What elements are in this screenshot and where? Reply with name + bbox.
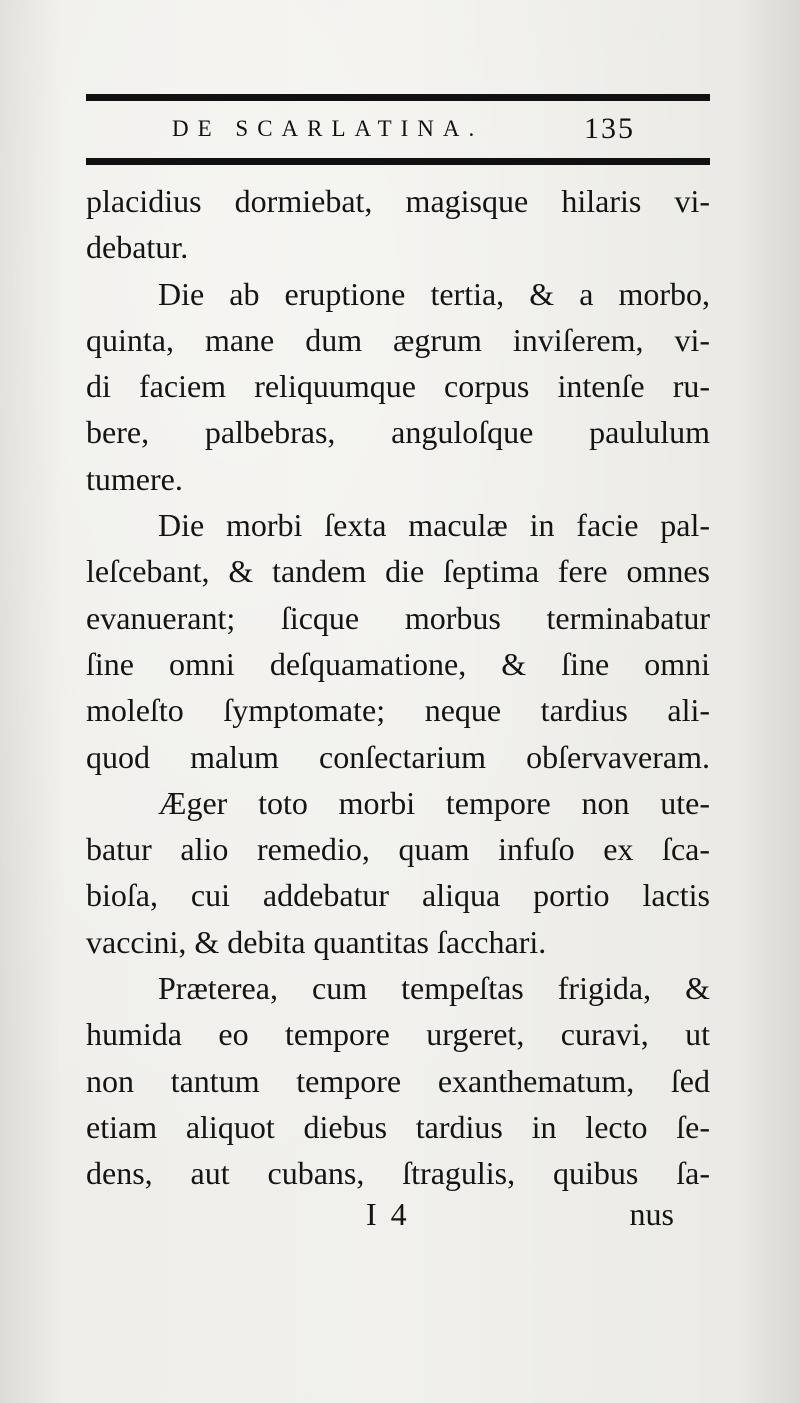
text-line: quod malum conſectarium obſervaveram. <box>86 738 710 775</box>
page-footer <box>86 1196 710 1246</box>
text-line: di faciem reliquumque corpus intenſe ru- <box>86 368 710 405</box>
header-bottom-rule <box>86 158 710 165</box>
text-line: quinta, mane dum ægrum inviſerem, vi- <box>86 321 710 358</box>
text-line: non tantum tempore exanthematum, ſed <box>86 1062 710 1099</box>
catchword: nus <box>629 1196 674 1232</box>
text-line: Æger toto morbi tempore non ute- <box>158 784 710 821</box>
text-line: Die ab eruptione tertia, & a morbo, <box>158 275 710 312</box>
text-line: humida eo tempore urgeret, curavi, ut <box>86 1016 710 1053</box>
text-line: debatur. <box>86 229 189 266</box>
page-number: 135 <box>584 112 635 145</box>
running-head-title: DE SCARLATINA. <box>172 116 484 141</box>
text-line: vaccini, & debita quantitas ſacchari. <box>86 923 547 960</box>
text-line: ſine omni deſquamatione, & ſine omni <box>86 645 710 682</box>
text-line: batur alio remedio, quam infuſo ex ſca- <box>86 831 710 868</box>
text-line: leſcebant, & tandem die ſeptima fere omnes <box>86 553 710 590</box>
body-text <box>86 178 710 1197</box>
signature-mark: I 4 <box>366 1196 410 1232</box>
text-line: tumere. <box>86 460 183 497</box>
text-line: moleſto ſymptomate; neque tardius ali- <box>86 692 710 729</box>
text-line: Die morbi ſexta maculæ in facie pal- <box>158 507 710 544</box>
text-line: placidius dormiebat, magisque hilaris vi- <box>86 183 710 219</box>
text-line: Præterea, cum tempeſtas frigida, & <box>158 970 710 1007</box>
text-line: dens, aut cubans, ſtragulis, quibus ſa- <box>86 1155 710 1192</box>
top-rule <box>86 94 710 101</box>
text-line: etiam aliquot diebus tardius in lecto ſe- <box>86 1108 710 1145</box>
text-line: bioſa, cui addebatur aliqua portio lactis <box>86 877 710 914</box>
running-head <box>172 112 672 156</box>
text-line: bere, palbebras, anguloſque paululum <box>86 414 710 451</box>
text-line: evanuerant; ſicque morbus terminabatur <box>86 599 710 636</box>
